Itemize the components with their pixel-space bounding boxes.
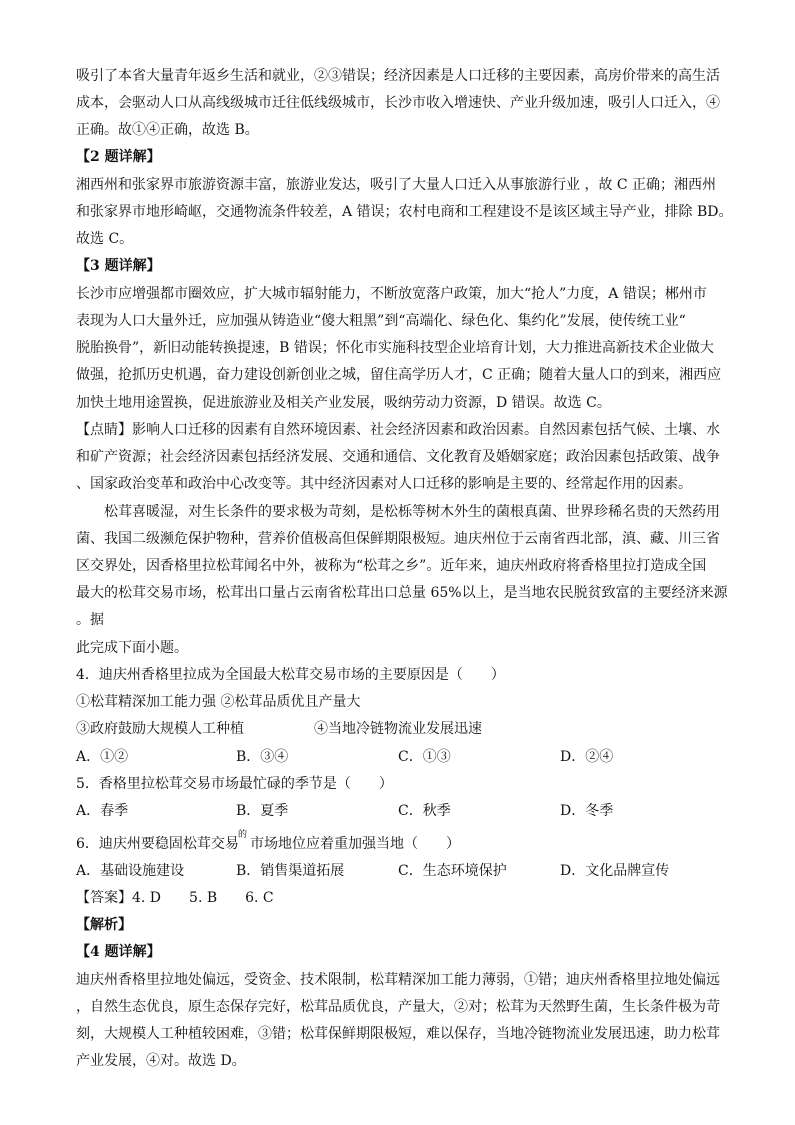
q5-option-c: C．秋季 [398,803,451,819]
question-6-start: 6．迪庆州要稳固松茸交易 [76,836,239,852]
text-line: 做强，抢抓历史机遇，奋力建设创新创业之城，留住高学历人才，C 正确；随着大量人口的到来，湘西应 [76,367,722,383]
q5-option-d: D．冬季 [560,803,614,819]
text-line: 和矿产资源；社会经济因素包括经济发展、交通和通信、文化教育及婚姻家庭；政治因素包括政策、战争 [76,449,720,465]
q6-option-b: B．销售渠道拓展 [236,863,345,879]
q4-option-b: B．③④ [236,749,289,765]
text-line: ，自然生态优良，原生态保存完好，松茸品质优良，产量大，②对；松茸为天然野生菌，生长条件极为苛 [76,999,720,1015]
passage-line: 最大的松茸交易市场，松茸出口量占云南省松茸出口总量 65%以上，是当地农民脱贫致富的主要经济来源 [76,585,728,601]
question-4: 4．迪庆州香格里拉成为全国最大松茸交易市场的主要原因是（ ） [76,667,505,683]
text-line: 故选 C。 [76,231,134,247]
question-4-statement-3: ③政府鼓励大规模人工种植 [76,721,244,737]
passage-line: 松茸喜暖湿，对生长条件的要求极为苛刻，是松栎等树木外生的菌根真菌、世界珍稀名贵的天然药用 [104,504,720,520]
text-line: 长沙市应增强都市圈效应，扩大城市辐射能力，不断放宽落户政策，加大“抢人”力度，A 错误；郴州市 [76,286,707,302]
text-line: 正确。故①④正确，故选 B。 [76,122,259,138]
text-line: 吸引了本省大量青年返乡生活和就业，②③错误；经济因素是人口迁移的主要因素，高房价带来的高生活 [76,68,720,84]
passage-line: 菌、我国二级濒危保护物种，营养价值极高但保鲜期限极短。迪庆州位于云南省西北部，滇、藏、川三省 [76,531,720,547]
q6-option-c: C．生态环境保护 [398,863,507,879]
text-line: 产业发展，④对。故选 D。 [76,1053,246,1069]
q6-option-d: D．文化品牌宣传 [560,863,670,879]
passage-line: 区交界处，因香格里拉松茸闻名中外，被称为“松茸之乡”。近年来，迪庆州政府将香格里拉打造成全国 [76,558,707,574]
passage-line: 。据 [76,612,104,628]
text-line: 和张家界市地形崎岖，交通物流条件较差，A 错误；农村电商和工程建设不是该区域主导产业，排除 BD。 [76,204,733,220]
question-6-superscript: 的 [238,830,248,840]
text-line: 脱胎换骨”，新旧动能转换提速，B 错误；怀化市实施科技型企业培育计划，大力推进高新技术企业做大 [76,340,714,356]
text-line: 、国家政治变革和政治中心改变等。其中经济因素对人口迁移的影响是主要的、经常起作用的因素。 [76,476,692,492]
text-line: 迪庆州香格里拉地处偏远，受资金、技术限制，松茸精深加工能力薄弱，①错；迪庆州香格里拉地处偏远 [76,972,720,988]
text-line: 加快土地用途置换，促进旅游业及相关产业发展，吸纳劳动力资源，D 错误。故选 C。 [76,395,611,411]
q4-option-a: A．①② [76,749,129,765]
section-heading: 【4 题详解】 [76,944,161,960]
question-4-statement-4: ④当地冷链物流业发展迅速 [314,721,482,737]
text-line: 表现为人口大量外迁，应加强从铸造业“傻大粗黑”到“高端化、绿色化、集约化”发展，使传统工业“ [76,313,686,329]
section-heading: 【3 题详解】 [76,258,161,274]
text-line: 刻，大规模人工种植较困难，③错；松茸保鲜期限极短，难以保存，当地冷链物流业发展迅速，助力松茸 [76,1026,720,1042]
q4-option-d: D．②④ [560,749,614,765]
question-6-end: 市场地位应着重加强当地（ ） [250,836,460,852]
key-point-paragraph: 【点睛】影响人口迁移的因素有自然环境因素、社会经济因素和政治因素。自然因素包括气候、土壤、水 [76,422,720,438]
section-heading: 【2 题详解】 [76,149,161,165]
q6-option-a: A．基础设施建设 [76,863,185,879]
passage-line: 此完成下面小题。 [76,640,188,656]
q5-option-a: A．春季 [76,803,129,819]
text-line: 湘西州和张家界市旅游资源丰富，旅游业发达，吸引了大量人口迁入从事旅游行业 ，故 C 正确；湘西州 [76,177,717,193]
text-line: 成本，会驱动人口从高线级城市迁往低线级城市，长沙市收入增速快、产业升级加速，吸引人口迁入，④ [76,95,720,111]
q5-option-b: B．夏季 [236,803,289,819]
answer-line: 【答案】4. D 5. B 6. C [76,890,274,906]
analysis-heading: 【解析】 [76,917,132,933]
q4-option-c: C．①③ [398,749,451,765]
question-4-statements: ①松茸精深加工能力强 ②松茸品质优且产量大 [76,694,361,710]
question-5: 5．香格里拉松茸交易市场最忙碌的季节是（ ） [76,776,393,792]
